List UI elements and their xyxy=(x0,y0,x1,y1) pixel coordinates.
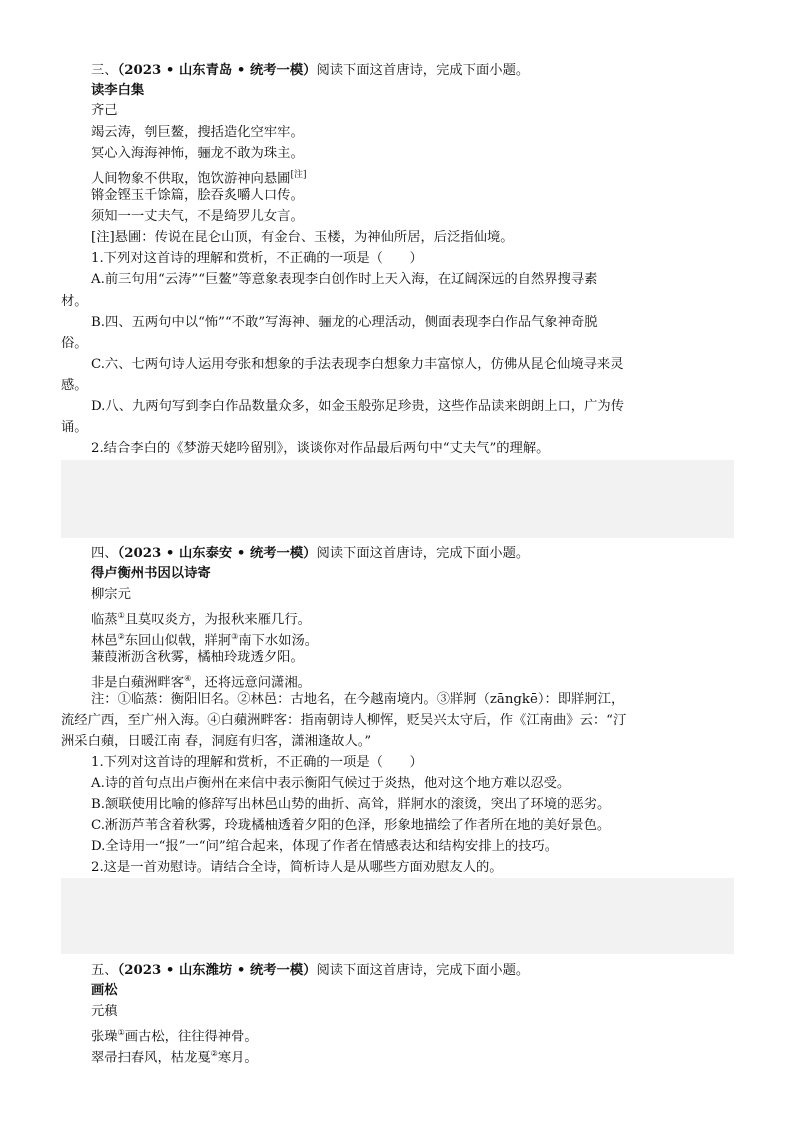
section3-option-d-cont: 诵。 xyxy=(61,420,88,435)
section3-poem-line-1: 竭云涛，刳巨鳌，搜括造化空牢牢。 xyxy=(91,125,304,140)
section3-option-b: B.四、五两句中以“怖”“不敢”写海神、骊龙的心理活动，侧面表现李白作品气象神奇脱 xyxy=(91,315,598,330)
section4-question-1: 1.下列对这首诗的理解和赏析，不正确的一项是（ ） xyxy=(91,755,423,770)
section5-poem-title: 画松 xyxy=(91,983,118,998)
section3-heading xyxy=(91,62,529,80)
section4-note-3: 洲采白蘋，日暖江南 春，洞庭有归客，潇湘逢故人。” xyxy=(61,734,372,749)
section3-option-a-cont: 材。 xyxy=(61,294,88,309)
footnote-marker: ③ xyxy=(231,632,239,641)
section4-number: 四、 xyxy=(91,546,118,561)
section4-heading xyxy=(91,545,529,563)
section4-poem-title: 得卢衡州书因以诗寄 xyxy=(91,566,211,581)
section4-source: （2023 • 山东泰安 • 统考一模） xyxy=(117,546,317,561)
section3-option-d: D.八、九两句写到李白作品数量众多，如金玉般弥足珍贵，这些作品读来朗朗上口，广为传 xyxy=(91,399,624,414)
section4-option-b: B.颔联使用比喻的修辞写出林邑山势的曲折、高耸，牂牁水的滚烫，突出了环境的恶劣。 xyxy=(91,797,611,812)
note-marker: [注] xyxy=(290,170,307,180)
section3-source: （2023 • 山东青岛 • 统考一模） xyxy=(117,63,317,78)
section4-poem-line-1: 临蒸①且莫叹炎方，为报秋来雁几行。 xyxy=(91,611,311,628)
section3-poem-author: 齐己 xyxy=(91,103,118,118)
footnote-marker: ② xyxy=(117,632,125,641)
section4-answer-box[interactable] xyxy=(61,878,734,954)
section5-poem-line-2: 翠帚扫春风，枯龙戛②寒月。 xyxy=(91,1049,258,1066)
section3-poem-line-3: 人间物象不供取，饱饮游神向悬圃[注] xyxy=(91,170,307,187)
footnote-marker: ① xyxy=(117,1028,125,1037)
section4-note-2: 流经广西，至广州入海。④白蘋洲畔客：指南朝诗人柳恽，贬吴兴太守后，作《江南曲》云：“汀 xyxy=(61,713,627,728)
section3-poem-title: 读李白集 xyxy=(91,83,145,98)
section3-number: 三、 xyxy=(91,63,118,78)
section4-poem-line-3: 蒹葭淅沥含秋雾，橘柚玲珑透夕阳。 xyxy=(91,650,304,665)
section3-option-c: C.六、七两句诗人运用夸张和想象的手法表现李白想象力丰富惊人，仿佛从昆仑仙境寻来灵 xyxy=(91,357,624,372)
section5-heading xyxy=(91,962,529,980)
section5-number: 五、 xyxy=(91,963,118,978)
section5-poem-line-1: 张璪①画古松，往往得神骨。 xyxy=(91,1028,258,1045)
section4-poem-line-2: 林邑②东回山似戟，牂牁③南下水如汤。 xyxy=(91,632,319,649)
section3-note: [注]悬圃：传说在昆仑山顶，有金台、玉楼，为神仙所居，后泛指仙境。 xyxy=(91,230,514,245)
section4-instruction: 阅读下面这首唐诗，完成下面小题。 xyxy=(316,546,530,561)
section4-poem-line-4: 非是白蘋洲畔客④，还将远意问潇湘。 xyxy=(91,674,311,691)
section4-poem-author: 柳宗元 xyxy=(91,587,131,602)
footnote-marker: ① xyxy=(117,611,125,620)
section3-option-b-cont: 俗。 xyxy=(61,336,88,351)
section4-option-d: D.全诗用一“报”一“问”绾合起来，体现了作者在情感表达和结构安排上的技巧。 xyxy=(91,839,559,854)
footnote-marker: ④ xyxy=(184,674,192,683)
section5-source: （2023 • 山东潍坊 • 统考一模） xyxy=(117,963,317,978)
section4-option-c: C.淅沥芦苇含着秋雾，玲珑橘柚透着夕阳的色泽，形象地描绘了作者所在地的美好景色。 xyxy=(91,818,611,833)
section3-question-2: 2.结合李白的《梦游天姥吟留别》，谈谈你对作品最后两句中“丈夫气”的理解。 xyxy=(91,441,550,456)
section3-option-c-cont: 感。 xyxy=(61,378,88,393)
section3-option-a: A.前三句用“云涛”“巨鳌”等意象表现李白创作时上天入海，在辽阔深远的自然界搜寻素 xyxy=(91,272,598,287)
footnote-marker: ② xyxy=(210,1049,218,1058)
section4-question-2: 2.这是一首劝慰诗。请结合全诗，简析诗人是从哪些方面劝慰友人的。 xyxy=(91,860,503,875)
section5-instruction: 阅读下面这首唐诗，完成下面小题。 xyxy=(316,963,530,978)
section3-instruction: 阅读下面这首唐诗，完成下面小题。 xyxy=(316,63,530,78)
section4-option-a: A.诗的首句点出卢衡州在来信中表示衡阳气候过于炎热，他对这个地方难以忍受。 xyxy=(91,776,571,791)
section4-note-1: 注：①临蒸：衡阳旧名。②林邑：古地名，在今越南境内。③牂牁（zāngkē）：即牂牁江， xyxy=(91,692,625,707)
section3-poem-line-4: 锵金铿玉千馀篇，脍吞炙嚼人口传。 xyxy=(91,188,304,203)
section3-poem-line-2: 冥心入海海神怖，骊龙不敢为珠主。 xyxy=(91,146,304,161)
section3-poem-line-5: 须知一一丈夫气，不是绮罗儿女言。 xyxy=(91,209,304,224)
section3-question-1: 1.下列对这首诗的理解和赏析，不正确的一项是（ ） xyxy=(91,251,423,266)
section5-poem-author: 元稹 xyxy=(91,1004,118,1019)
section3-answer-box[interactable] xyxy=(61,460,734,538)
